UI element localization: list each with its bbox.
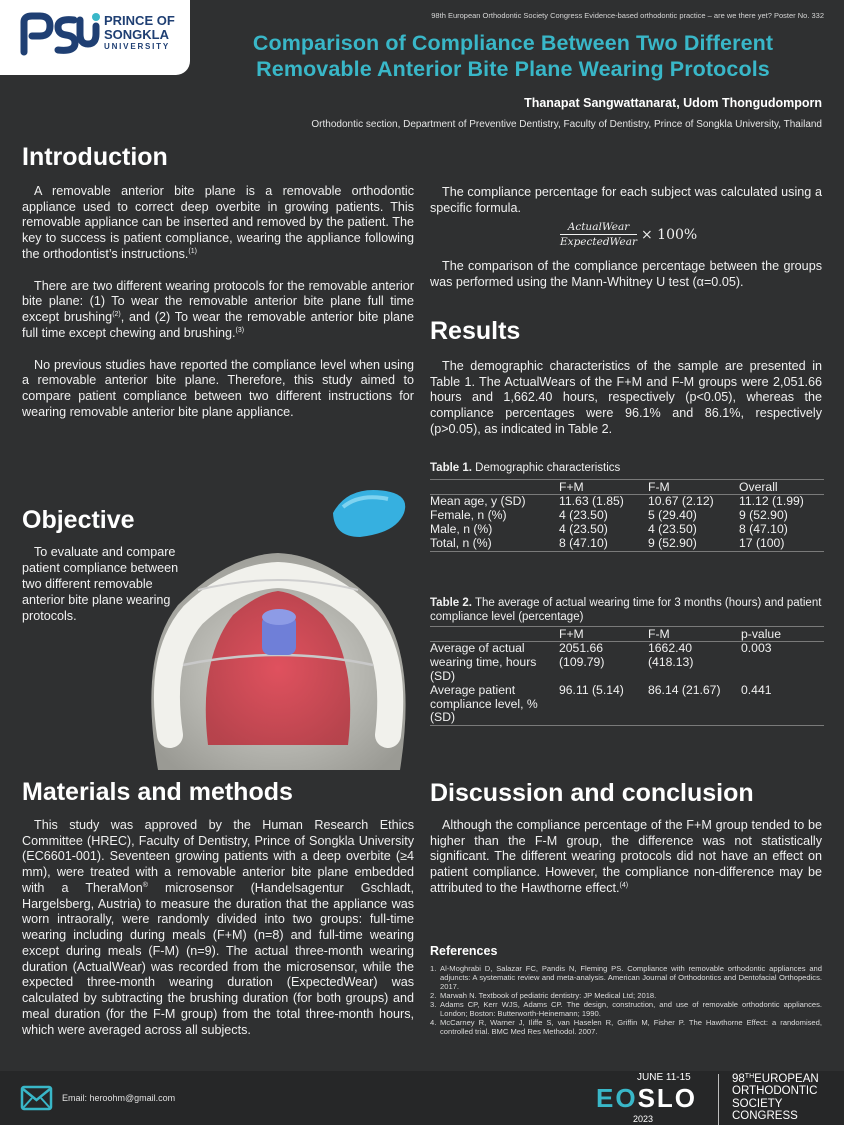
table2-caption-text: The average of actual wearing time for 3 months (hours) and patient compliance level (percentage) (430, 597, 822, 623)
mm-text-a: This study was approved by the Human Research Ethics Committee (HREC), Faculty of Dentistry, Prince of Songkla University (EC6601-001). Seventeen growing patients with a deep overbite (≥4 mm), were treated with a removable anterior bite plane embedded with a TheraMon (22, 818, 414, 895)
footer-divider (718, 1074, 719, 1125)
table2-row (430, 684, 824, 726)
eoslo-eo: EO (596, 1083, 638, 1113)
references-heading: References (430, 944, 498, 958)
reference-item: 4. McCarney R, Warner J, Iliffe S, van Haselen R, Griffin M, Fisher P. The Hawthorne Effect: a randomised, controlled trial. BMC Med Res Methodol. 2007. (430, 1017, 822, 1036)
logo-line-2: SONGKLA (104, 27, 169, 43)
congress-line: 98th European Orthodontic Society Congress Evidence-based orthodontic practice – are we there yet? Poster No. 332 (431, 11, 824, 20)
table2-label: Table 2. (430, 597, 472, 609)
references-list (430, 965, 822, 1037)
table2-cell: 2051.66 (109.79) (559, 641, 605, 670)
poster-title: Comparison of Compliance Between Two Different Removable Anterior Bite Plane Wearing Protocols (252, 31, 774, 82)
formula-fraction (560, 221, 637, 248)
table1-caption-text: Demographic characteristics (471, 462, 621, 474)
formula-intro: The compliance percentage for each subject was calculated using a specific formula. (430, 185, 822, 215)
logo-line-1: PRINCE OF (104, 13, 175, 28)
eoslo-date: JUNE 11-15 (637, 1072, 691, 1083)
table1-cell: 17 (100) (739, 537, 824, 551)
mail-icon (20, 1084, 53, 1112)
discussion-text: Although the compliance percentage of the F+M group tended to be higher than the F-M group, the difference was not statistically significant. The different wearing protocols did not have an effect on patient compliance. However, the compliance non-difference may be attributed to the Hawthorne effect. (430, 818, 822, 895)
table1-cell: Female, n (%) (430, 508, 507, 523)
table2-header: p-value (741, 627, 824, 642)
table2-header: F+M (559, 627, 648, 642)
table1-row (430, 523, 824, 537)
registered-mark: ® (142, 881, 148, 889)
mm-paragraph (22, 818, 414, 1038)
compliance-formula (560, 221, 697, 248)
intro-ref-1: (1) (188, 247, 197, 255)
table1-cell: 10.67 (2.12) (648, 494, 714, 509)
table2-cell: Average patient compliance level, % (SD) (430, 684, 559, 726)
table1-row (430, 495, 824, 509)
table2-header: F-M (648, 627, 741, 642)
objective-heading: Objective (22, 506, 135, 534)
congress-num: 98 (732, 1073, 745, 1085)
table1-cell: 9 (52.90) (648, 537, 739, 551)
reference-text: McCarney R, Warner J, Iliffe S, van Haselen R, Griffin M, Fisher P. The Hawthorne Effect: a randomised, controlled trial. BMC Med Res Methodol. 2007. (440, 1017, 822, 1036)
results-body (430, 359, 822, 438)
table1-header: F-M (648, 480, 739, 495)
eoslo-year: 2023 (633, 1114, 654, 1124)
intro-ref-3: (3) (235, 326, 245, 334)
intro-paragraph-2 (22, 279, 414, 342)
intro-p2-text-a: There are two different wearing protocols for the removable anterior bite plane: (1) To wear the removable anterior bite plane full time except brushing (22, 278, 414, 325)
table2-cell: 86.14 (21.67) (648, 684, 741, 726)
congress-line-2: ORTHODONTIC (732, 1085, 818, 1098)
table1-header: F+M (559, 480, 648, 495)
table1-cell: Total, n (%) (430, 537, 559, 551)
intro-p2-text-b: , and (2) To wear the removable anterior bite plane full time except chewing and brushing. (22, 310, 415, 340)
methods-cont-2 (430, 259, 822, 290)
table2-caption (430, 597, 822, 625)
eoslo-logo (596, 1083, 697, 1114)
reference-text: Marwah N. Textbook of pediatric dentistry: JP Medical Ltd; 2018. (440, 990, 657, 1000)
formula-numerator: ActualWear (560, 221, 637, 235)
congress-line-1: EUROPEAN (754, 1073, 819, 1085)
intro-paragraph-3: No previous studies have reported the compliance level when using a removable anterior bite plane. Therefore, this study aimed to compare patient compliance between two different instructions for wearing removable anterior bite plane appliance. (22, 357, 414, 419)
table2-row (430, 642, 824, 684)
table2-cell: 0.441 (741, 684, 824, 726)
table1-cell: 4 (23.50) (559, 508, 608, 523)
reference-item: 1. Al-Moghrabi D, Salazar FC, Pandis N, Fleming PS. Compliance with removable orthodontic appliances and adjuncts: A systematic review and meta-analysis. American Journal of Orthodontics and Dentofacial Orthopedics. 2017. (430, 964, 822, 991)
table1-cell: 8 (47.10) (559, 537, 648, 551)
intro-p1-text: A removable anterior bite plane is a removable orthodontic appliance used to correct deep overbite in growing patients. This removable appliance can be inserted and removed by the patient. The key to success is patient compliance, wearing the appliance following the orthodontist’s instructions. (22, 184, 414, 261)
table2-cell: Average of actual wearing time, hours (SD) (430, 641, 537, 683)
intro-ref-2: (2) (112, 310, 121, 318)
eoslo-slo: SLO (637, 1083, 698, 1113)
logo-line-3: UNIVERSITY (104, 42, 171, 52)
table1-cell: 11.63 (1.85) (559, 494, 624, 509)
mm-text-b: microsensor (Handelsagentur Gschladt, Hargelsberg, Austria) to measure the duration that the appliance was worn intraorally, were randomly divided into two groups: full-time wearing including during meals (F+M) (n=8) and full-time wearing except during meals (F-M) (n=9). The actual three-month wearing duration (ActualWear) was recorded from the microsensor, while the expected three-month wearing duration (ExpectedWear) was calculated by subtracting the brushing duration (for both groups) and meal duration (for the F-M group) from the total three-month hours, which were averaged across all subjects. (22, 880, 414, 1037)
psu-logo-icon (18, 12, 100, 58)
table1-cell: 4 (23.50) (559, 521, 608, 536)
table2-cell: 1662.40 (418.13) (648, 641, 694, 670)
congress-line-3: SOCIETY (732, 1097, 783, 1110)
intro-paragraph-1 (22, 184, 414, 263)
materials-methods-body (22, 818, 414, 1038)
congress-sup: TH (744, 1073, 755, 1080)
table1-header-row (430, 480, 824, 495)
appliance-photo (138, 485, 418, 770)
formula-multiplier: × 100% (641, 226, 698, 243)
results-paragraph: The demographic characteristics of the sample are presented in Table 1. The ActualWears of the F+M and F-M groups were 2,051.66 hours and 1,662.40 hours, respectively (p<0.05), whereas the compliance percentages were 96.1% and 86.1%, respectively (p>0.05), as indicated in Table 2. (430, 359, 822, 436)
table1-cell: Male, n (%) (430, 521, 493, 536)
objective-body: To evaluate and compare patient compliance between two different removable anterior bite plane wearing protocols. (22, 545, 179, 623)
reference-text: Adams CP, Kerr WJS, Adams CP. The design, construction, and use of removable orthodontic appliances. London; Boston: Butterworth-Heinemann; 1990. (440, 999, 822, 1018)
table2-cell: 96.11 (5.14) (559, 684, 648, 726)
authors: Thanapat Sangwattanarat, Udom Thongudomporn (524, 96, 822, 110)
discussion-ref: (4) (619, 881, 629, 889)
table2-cell: 0.003 (741, 641, 772, 656)
university-logo-panel (0, 0, 190, 75)
table1-cell: 5 (29.40) (648, 508, 697, 523)
table2-header (430, 627, 559, 642)
contact-email[interactable]: Email: heroohm@gmail.com (62, 1093, 176, 1103)
table1-cell: 11.12 (1.99) (739, 494, 804, 509)
reference-item: 2. Marwah N. Textbook of pediatric dentistry: JP Medical Ltd; 2018. (430, 990, 657, 1000)
table2-header-row (430, 627, 824, 642)
eos-congress-label (732, 1073, 819, 1123)
reference-text: Al-Moghrabi D, Salazar FC, Pandis N, Fleming PS. Compliance with removable orthodontic appliances and adjuncts: A systematic review and meta-analysis. American Journal of Orthodontics and Dentofacial Orthopedics. 2017. (440, 964, 822, 991)
table1-cell: Mean age, y (SD) (430, 494, 526, 509)
discussion-body (430, 818, 822, 897)
table1 (430, 479, 824, 552)
table1-cell: 8 (47.10) (739, 521, 788, 536)
table1-caption (430, 462, 822, 476)
table1-row (430, 537, 824, 551)
table1-header (430, 480, 559, 495)
discussion-paragraph (430, 818, 822, 897)
congress-number (732, 1073, 819, 1085)
statistics-text: The comparison of the compliance percentage between the groups was performed using the Mann-Whitney U test (α=0.05). (430, 259, 822, 289)
table1-cell: 4 (23.50) (648, 521, 697, 536)
table1-header: Overall (739, 480, 824, 495)
introduction-body (22, 184, 414, 421)
reference-item: 3. Adams CP, Kerr WJS, Adams CP. The design, construction, and use of removable orthodontic appliances. London; Boston: Butterworth-Heinemann; 1990. (430, 999, 822, 1018)
congress-line-4: CONGRESS (732, 1110, 798, 1123)
discussion-heading: Discussion and conclusion (430, 779, 754, 807)
affiliation: Orthodontic section, Department of Preventive Dentistry, Faculty of Dentistry, Prince of Songkla University, Thailand (311, 119, 822, 130)
results-heading: Results (430, 317, 521, 345)
formula-denominator: ExpectedWear (560, 236, 637, 248)
methods-cont-1 (430, 185, 822, 216)
materials-methods-heading: Materials and methods (22, 778, 293, 806)
table1-label: Table 1. (430, 462, 472, 474)
university-name (104, 14, 175, 52)
introduction-heading: Introduction (22, 143, 168, 171)
table2 (430, 626, 824, 726)
table1-cell: 9 (52.90) (739, 508, 788, 523)
table1-row (430, 509, 824, 523)
